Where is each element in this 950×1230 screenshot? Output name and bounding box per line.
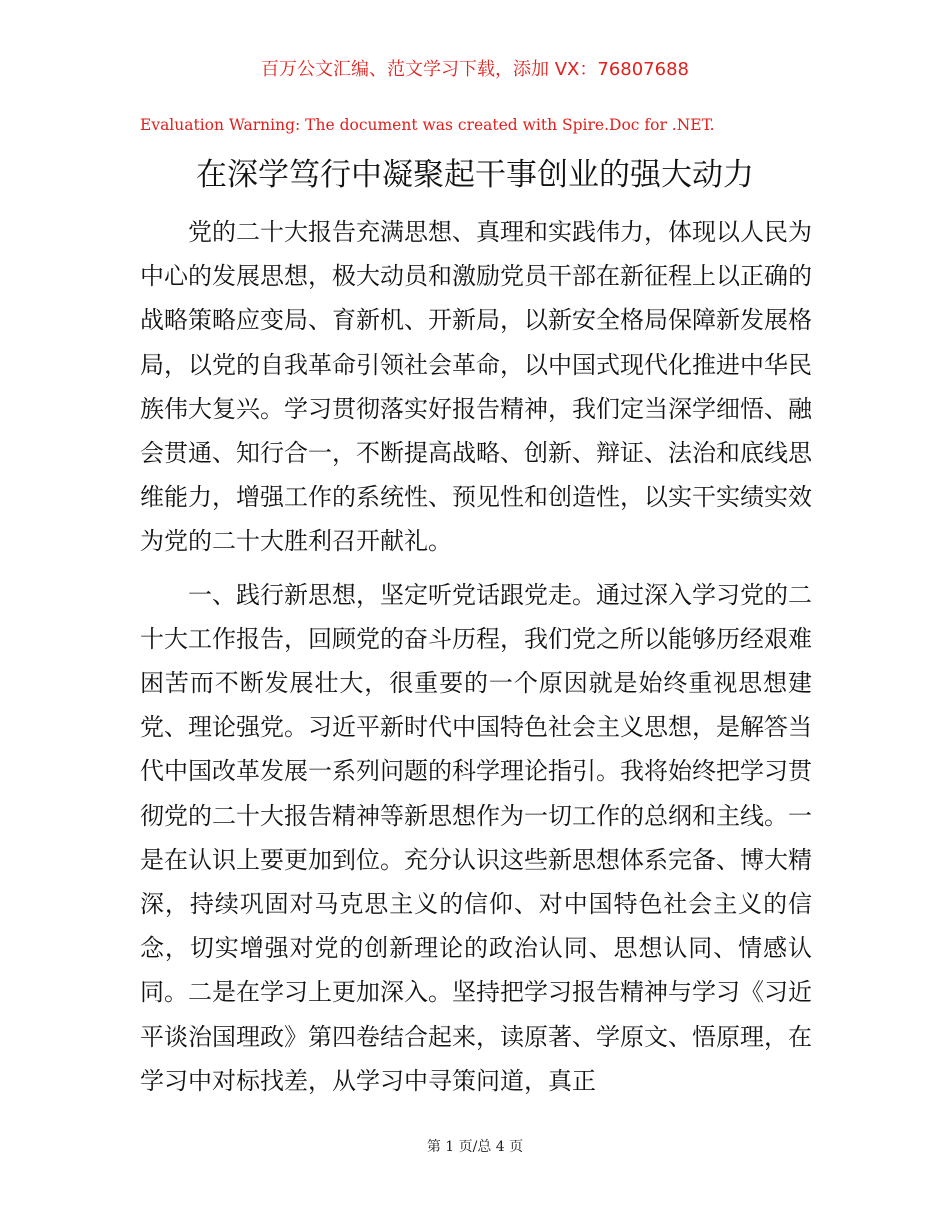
document-body <box>140 210 812 1112</box>
page-number-footer: 第 1 页/总 4 页 <box>426 1139 524 1155</box>
paragraph-section-one: 一、践行新思想，坚定听党话跟党走。通过深入学习党的二十大工作报告，回顾党的奋斗历程，我们党之所以能够历经艰难困苦而不断发展壮大，很重要的一个原因就是始终重视思想建党、理论强党。习近平新时代中国特色社会主义思想，是解答当代中国改革发展一系列问题的科学理论指引。我将始终把学习贯彻党的二十大报告精神等新思想作为一切工作的总纲和主线。一是在认识上要更加到位。充分认识这些新思想体系完备、博大精深，持续巩固对马克思主义的信仰、对中国特色社会主义的信念，切实增强对党的创新理论的政治认同、思想认同、情感认同。二是在学习上更加深入。坚持把学习报告精神与学习《习近平谈治国理政》第四卷结合起来，读原著、学原文、悟原理，在学习中对标找差，从学习中寻策问道，真正 <box>140 580 812 1095</box>
paragraph-intro: 党的二十大报告充满思想、真理和实践伟力，体现以人民为中心的发展思想，极大动员和激励党员干部在新征程上以正确的战略策略应变局、育新机、开新局，以新安全格局保障新发展格局，以党的自我革命引领社会革命，以中国式现代化推进中华民族伟大复兴。学习贯彻落实好报告精神，我们定当深学细悟、融会贯通、知行合一，不断提高战略、创新、辩证、法治和底线思维能力，增强工作的系统性、预见性和创造性，以实干实绩实效为党的二十大胜利召开献礼。 <box>140 218 812 556</box>
document-title: 在深学笃行中凝聚起干事创业的强大动力 <box>196 157 754 193</box>
header-banner: 百万公文汇编、范文学习下载，添加 VX：76807688 <box>261 59 689 80</box>
evaluation-warning: Evaluation Warning: The document was created with Spire.Doc for .NET. <box>140 116 715 134</box>
